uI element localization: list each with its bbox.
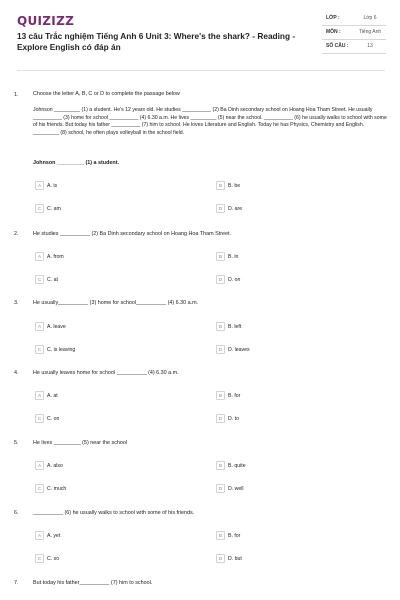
option-label: D. leaves — [228, 346, 250, 353]
question-text: He lives _________ (5) near the school — [33, 440, 128, 446]
option-letter: D — [216, 414, 225, 423]
option-label: A. also — [47, 462, 63, 469]
option-letter: A — [35, 531, 44, 540]
option-label: A. at — [47, 392, 58, 399]
option-label: C. so — [47, 555, 60, 562]
option-c[interactable] — [35, 554, 59, 563]
option-letter: A — [35, 391, 44, 400]
option-c[interactable] — [35, 275, 58, 284]
question-text: He usually leaves home for school __________ (4) 6.30 a.m. — [33, 370, 179, 376]
option-c[interactable] — [35, 484, 66, 493]
option-d[interactable] — [216, 554, 242, 563]
option-c[interactable] — [35, 204, 61, 213]
option-letter: A — [35, 461, 44, 470]
option-letter: C — [35, 554, 44, 563]
option-label: C. is leaving — [47, 346, 76, 353]
option-label: B. be — [228, 182, 241, 189]
option-letter: D — [216, 554, 225, 563]
option-label: B. for — [228, 392, 241, 399]
header-divider — [17, 70, 385, 71]
meta-class-value: Lớp 6 — [363, 15, 377, 21]
question-number: 1. — [14, 92, 19, 98]
option-letter: C — [35, 345, 44, 354]
option-letter: D — [216, 275, 225, 284]
question-text: __________ (6) he usually walks to school with some of his friends. — [33, 510, 195, 516]
meta-subject-value: Tiếng Anh — [358, 29, 382, 35]
option-label: C. am — [47, 205, 61, 212]
option-letter: A — [35, 181, 44, 190]
option-label: A. yet — [47, 532, 61, 539]
option-label: B. left — [228, 323, 242, 330]
option-a[interactable] — [35, 181, 57, 190]
option-c[interactable] — [35, 345, 75, 354]
meta-class-row — [322, 12, 386, 26]
option-label: B. in — [228, 253, 239, 260]
option-letter: B — [216, 181, 225, 190]
option-a[interactable] — [35, 461, 63, 470]
option-b[interactable] — [216, 252, 238, 261]
option-letter: B — [216, 461, 225, 470]
option-b[interactable] — [216, 181, 240, 190]
question-text: Choose the letter A, B, C or D to complete the passage below — [33, 91, 180, 97]
question-text: He studies __________ (2) Ba Dinh secondary school on Hoang Hoa Tham Street. — [33, 231, 231, 237]
option-a[interactable] — [35, 322, 66, 331]
option-d[interactable] — [216, 345, 250, 354]
option-a[interactable] — [35, 252, 64, 261]
option-a[interactable] — [35, 391, 58, 400]
option-label: C. at — [47, 276, 58, 283]
option-letter: C — [35, 275, 44, 284]
option-a[interactable] — [35, 531, 60, 540]
option-d[interactable] — [216, 414, 239, 423]
meta-subject-label: MÔN : — [326, 29, 341, 35]
meta-count-row — [322, 40, 386, 54]
question-number: 6. — [14, 510, 19, 516]
option-label: D. on — [228, 276, 241, 283]
option-d[interactable] — [216, 204, 242, 213]
question-number: 3. — [14, 300, 19, 306]
option-label: C. much — [47, 485, 67, 492]
option-b[interactable] — [216, 461, 246, 470]
option-label: A. leave — [47, 323, 66, 330]
meta-subject-row — [322, 26, 386, 40]
quizizz-logo[interactable]: QUIZIZZ — [17, 14, 75, 28]
option-letter: D — [216, 204, 225, 213]
option-letter: B — [216, 531, 225, 540]
option-label: D. well — [228, 485, 244, 492]
option-d[interactable] — [216, 484, 244, 493]
option-letter: D — [216, 484, 225, 493]
question-number: 2. — [14, 231, 19, 237]
sub-question: Johnson _________ (1) a student. — [33, 160, 119, 166]
meta-count-value: 13 — [367, 43, 373, 49]
option-letter: A — [35, 252, 44, 261]
option-label: C. on — [47, 415, 60, 422]
option-letter: C — [35, 204, 44, 213]
meta-class-label: LỚP : — [326, 15, 340, 21]
reading-passage: Johnson _________ (1) a student. He's 12 years old. He studies __________ (2) Ba Dinh secondary school on Hoang Hoa Tham Street. He usually __________ (3) home for school __________ (4) 6.30 a.m. He lives _________ (5) near the school. __________ (6) he usually walks to school with some of his friends. But today his father __________ (7) him to school. He loves Literature and English. Today he has Physics, Chemistry and English. _________ (8) school, he often plays volleyball in the school field. — [33, 107, 387, 136]
option-letter: C — [35, 414, 44, 423]
option-label: D. but — [228, 555, 242, 562]
option-label: D. are — [228, 205, 243, 212]
question-text: He usually__________ (3) home for school__________ (4) 6.30 a.m. — [33, 300, 199, 306]
question-text: But today his father__________ (7) him to school. — [33, 580, 153, 586]
option-letter: A — [35, 322, 44, 331]
meta-count-label: SỐ CÂU : — [326, 43, 349, 49]
option-b[interactable] — [216, 531, 240, 540]
option-label: A. from — [47, 253, 64, 260]
option-c[interactable] — [35, 414, 59, 423]
option-letter: B — [216, 252, 225, 261]
page-title: 13 câu Trắc nghiệm Tiếng Anh 6 Unit 3: Where's the shark? - Reading - Explore English có đáp án — [17, 31, 296, 52]
option-label: B. quite — [228, 462, 246, 469]
option-label: A. is — [47, 182, 58, 189]
question-number: 5. — [14, 440, 19, 446]
option-letter: B — [216, 391, 225, 400]
option-letter: C — [35, 484, 44, 493]
option-label: D. to — [228, 415, 239, 422]
question-number: 4. — [14, 370, 19, 376]
option-label: B. for — [228, 532, 241, 539]
option-letter: D — [216, 345, 225, 354]
quiz-meta-box — [322, 12, 386, 54]
option-b[interactable] — [216, 322, 241, 331]
option-d[interactable] — [216, 275, 240, 284]
option-b[interactable] — [216, 391, 240, 400]
option-letter: B — [216, 322, 225, 331]
question-number: 7. — [14, 580, 19, 586]
